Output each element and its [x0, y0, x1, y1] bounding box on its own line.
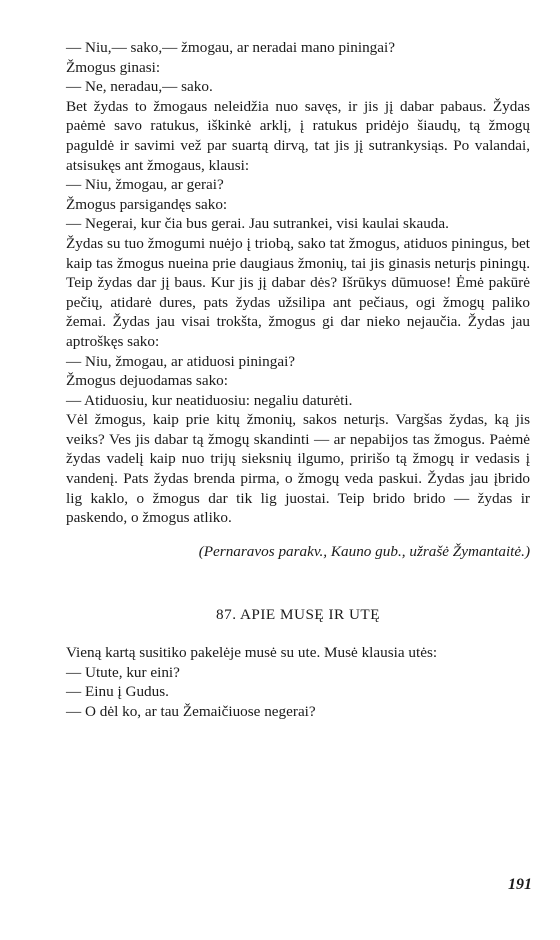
dialogue-line: — Utute, kur eini?: [66, 663, 180, 681]
paragraph: Bet žydas to žmogaus neleidžia nuo savęs, ir jis jį dabar pabaus. Žydas paėmė savo ratukus, iškinkė arklį, į ratukus pridėjo šiaudų, tą žmogų paguldė ir savimi vež par suartą dirvą, tat jis jį sutrankysiąs. Po valandai, atsisukęs ant žmogaus, klausi:: [66, 97, 530, 174]
story-text-bottom: [66, 643, 530, 721]
paragraph: Žmogus dejuodamas sako:: [66, 372, 228, 390]
book-page: [66, 38, 530, 721]
paragraph: Vieną kartą susitiko pakelėje musė su ute. Musė klausia utės:: [66, 644, 438, 662]
dialogue-line: — Ne, neradau,— sako.: [66, 78, 213, 96]
dialogue-line: — Einu į Gudus.: [66, 683, 169, 701]
paragraph: Vėl žmogus, kaip prie kitų žmonių, sakos neturįs. Vargšas žydas, ką jis veiks? Ves jis dabar tą žmogų skandinti — ar nepabijos tas žmogus. Paėmė žydas vadelį kaip nuo trijų sieksnių ilgumo, pririšo tą žmogų ir vedasis į vandenį. Pats žydas brenda pirma, o žmogų veda paskui. Žydas jau įbrido lig kaklo, o žmogus dar tik lig juostai. Teip brido brido — žydas ir paskendo, o žmogus atliko.: [66, 411, 530, 527]
paragraph: Žmogus parsigandęs sako:: [66, 195, 228, 213]
dialogue-line: — Niu, žmogau, ar atiduosi piningai?: [66, 352, 296, 370]
dialogue-line: — Niu, žmogau, ar gerai?: [66, 176, 224, 194]
dialogue-line: — Atiduosiu, kur neatiduosiu: negaliu daturėti.: [66, 391, 353, 409]
dialogue-line: — Niu,— sako,— žmogau, ar neradai mano piningai?: [66, 39, 395, 56]
story-text-top: [66, 38, 530, 528]
page-number: 191: [508, 876, 532, 893]
chapter-heading: 87. APIE MUSĘ IR UTĘ: [216, 606, 380, 624]
paragraph: Žmogus ginasi:: [66, 58, 161, 76]
source-note: (Pernaravos parakv., Kauno gub., užrašė Žymantaitė.): [198, 542, 530, 560]
dialogue-line: — Negerai, kur čia bus gerai. Jau sutrankei, visi kaulai skauda.: [66, 215, 449, 233]
dialogue-line: — O dėl ko, ar tau Žemaičiuose negerai?: [66, 702, 316, 720]
paragraph: Žydas su tuo žmogumi nuėjo į triobą, sako tat žmogus, atiduos piningus, bet kaip tas žmogus nueina prie daugiaus žmonių, tai jis ginasis neturįs piningų. Teip žydas dar jį baus. Kur jis jį dabar dės? Išrūkys dūmuose! Ėmė pakūrė pečių, atidarė dures, pats žydas užsilipa ant pečiaus, ogi žmogų paliko žemai. Žydas jau visai trokšta, žmogus gi dar nieko nejaučia. Žydas jau aptroškęs sako:: [66, 234, 530, 350]
